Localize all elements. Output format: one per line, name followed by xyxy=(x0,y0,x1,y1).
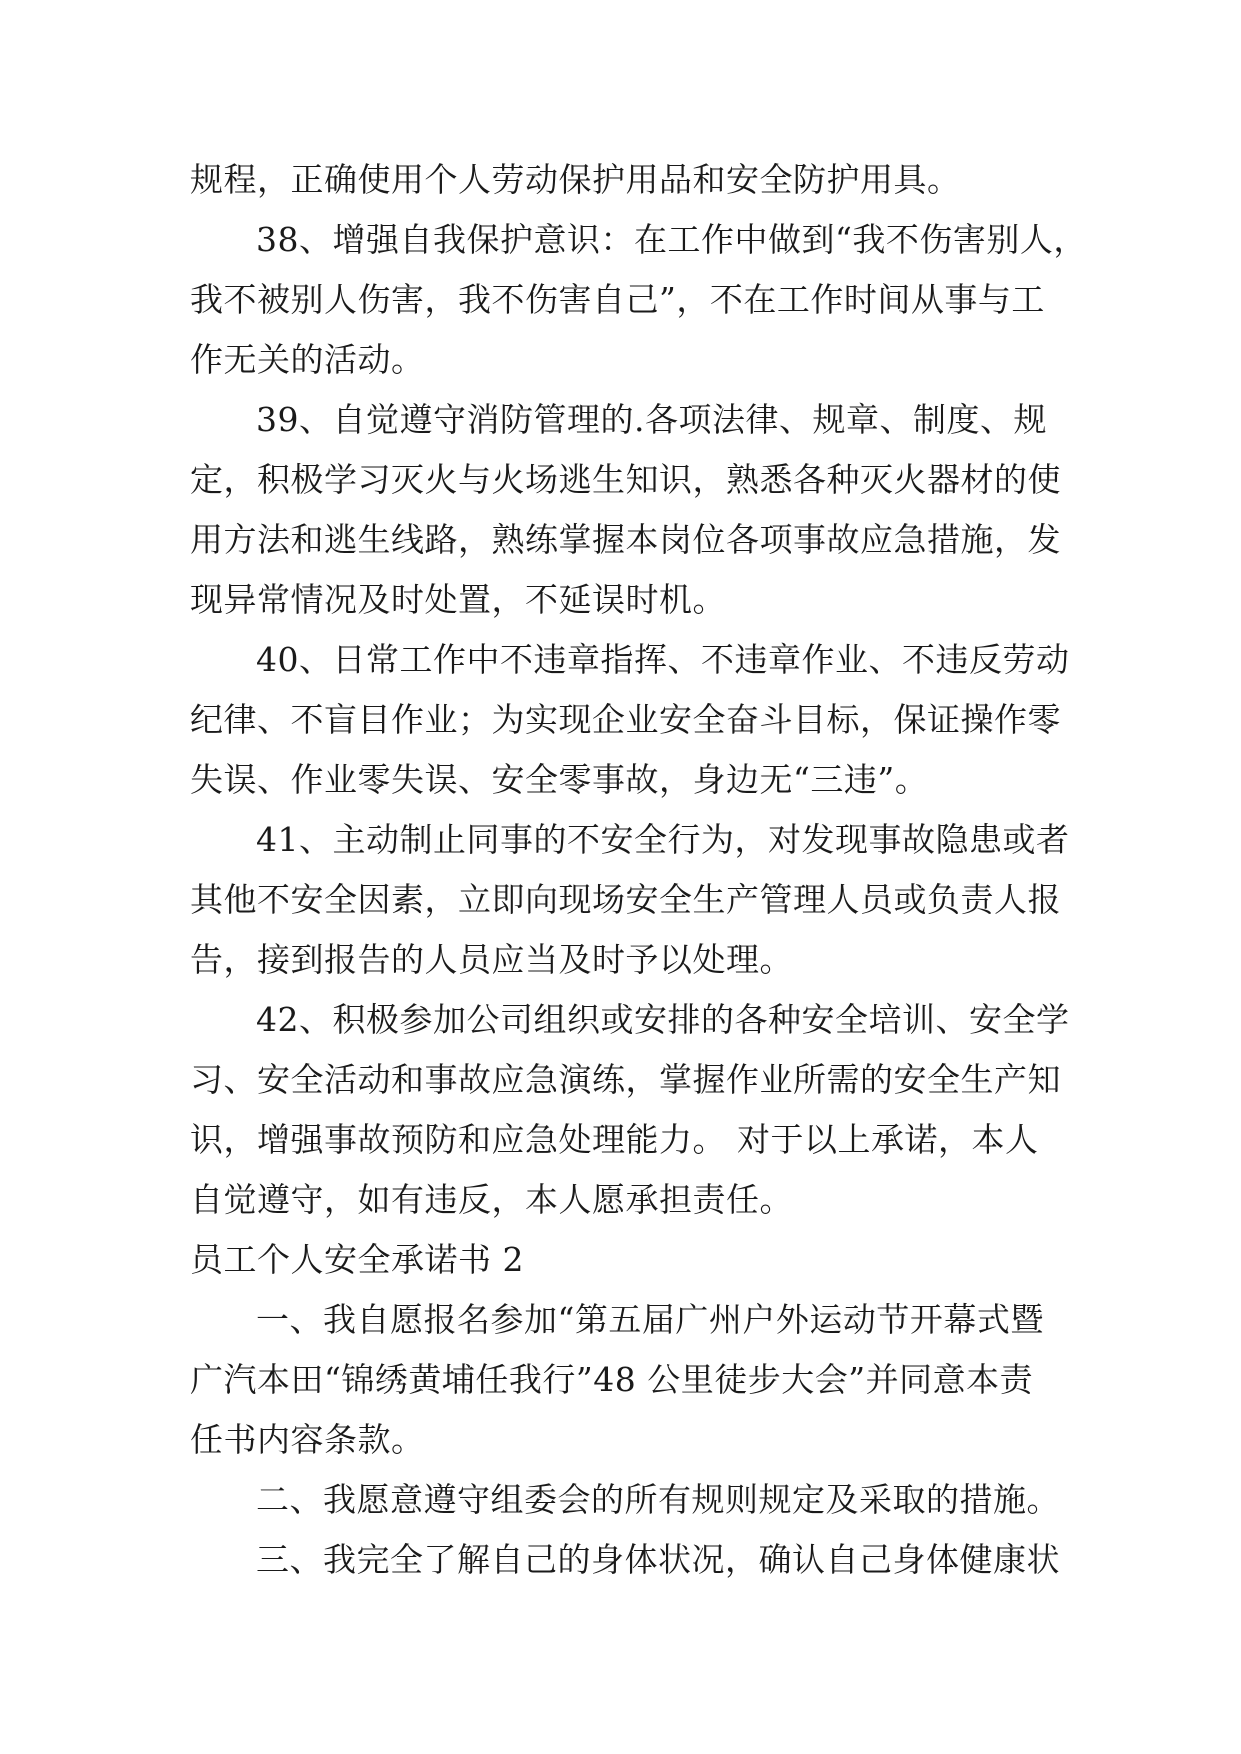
text-line: 38、增强自我保护意识：在工作中做到“我不伤害别人， xyxy=(256,220,1087,259)
section-heading xyxy=(190,1230,1050,1290)
text-line: 三、我完全了解自己的身体状况，确认自己身体健康状 xyxy=(256,1540,1060,1579)
text-line: 作无关的活动。 xyxy=(190,340,425,379)
text-line: 定，积极学习灭火与火场逃生知识，熟悉各种灭火器材的使 xyxy=(190,460,1061,499)
paragraph-continuation xyxy=(190,150,1050,210)
text-line: 规程，正确使用个人劳动保护用品和安全防护用具。 xyxy=(190,160,961,199)
text-line: 纪律、不盲目作业；为实现企业安全奋斗目标，保证操作零 xyxy=(190,700,1061,739)
paragraph-item-38 xyxy=(190,210,1087,390)
paragraph-item-39 xyxy=(190,390,1061,630)
text-line: 42、积极参加公司组织或安排的各种安全培训、安全学 xyxy=(256,1000,1070,1039)
paragraph-clause-1 xyxy=(190,1290,1050,1470)
paragraph-item-42 xyxy=(190,990,1070,1230)
paragraph-item-41 xyxy=(190,810,1070,990)
text-line: 40、日常工作中不违章指挥、不违章作业、不违反劳动 xyxy=(256,640,1070,679)
text-line: 现异常情况及时处置，不延误时机。 xyxy=(190,580,726,619)
text-line: 二、我愿意遵守组委会的所有规则规定及采取的措施。 xyxy=(256,1480,1060,1519)
text-line: 自觉遵守，如有违反，本人愿承担责任。 xyxy=(190,1180,793,1219)
text-line: 习、安全活动和事故应急演练，掌握作业所需的安全生产知 xyxy=(190,1060,1061,1099)
text-line: 广汽本田“锦绣黄埔任我行”48 公里徒步大会”并同意本责 xyxy=(190,1360,1034,1399)
paragraph-clause-2 xyxy=(190,1470,1060,1530)
text-line: 41、主动制止同事的不安全行为，对发现事故隐患或者 xyxy=(256,820,1070,859)
text-line: 失误、作业零失误、安全零事故，身边无“三违”。 xyxy=(190,760,929,799)
section-title: 员工个人安全承诺书 2 xyxy=(190,1240,524,1279)
paragraph-clause-3 xyxy=(190,1530,1060,1590)
text-line: 我不被别人伤害，我不伤害自己”，不在工作时间从事与工 xyxy=(190,280,1045,319)
text-line: 识，增强事故预防和应急处理能力。 对于以上承诺，本人 xyxy=(190,1120,1039,1159)
text-line: 其他不安全因素，立即向现场安全生产管理人员或负责人报 xyxy=(190,880,1061,919)
paragraph-item-40 xyxy=(190,630,1070,810)
text-line: 告，接到报告的人员应当及时予以处理。 xyxy=(190,940,793,979)
text-line: 39、自觉遵守消防管理的.各项法律、规章、制度、规 xyxy=(256,400,1047,439)
text-line: 一、我自愿报名参加“第五届广州户外运动节开幕式暨 xyxy=(256,1300,1044,1339)
document-page xyxy=(190,150,1087,1590)
text-line: 用方法和逃生线路，熟练掌握本岗位各项事故应急措施，发 xyxy=(190,520,1061,559)
text-line: 任书内容条款。 xyxy=(190,1420,425,1459)
